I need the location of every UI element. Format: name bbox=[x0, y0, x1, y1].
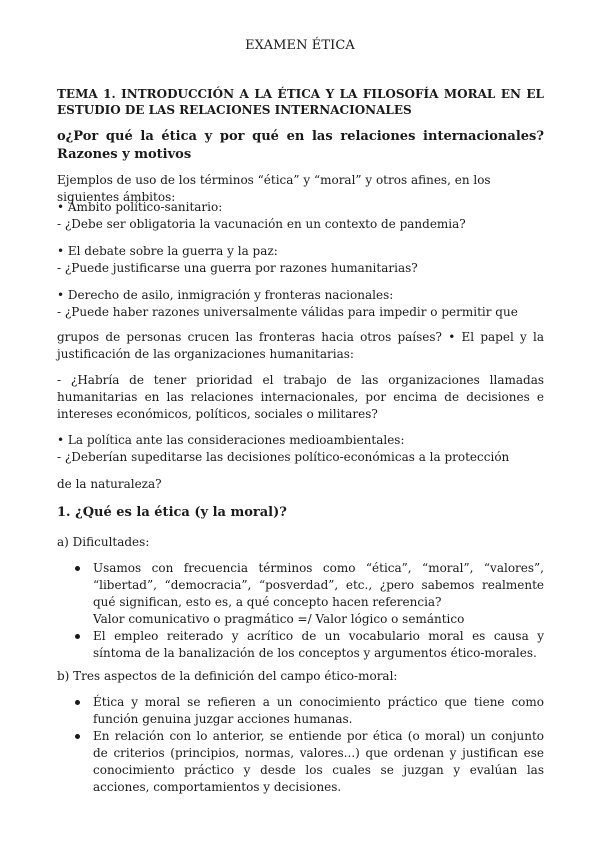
area-health bbox=[57, 199, 544, 233]
area-question: - ¿Debe ser obligatoria la vacunación en un contexto de pandemia? bbox=[57, 217, 466, 231]
environment-continuation: de la naturaleza? bbox=[57, 477, 162, 491]
asylum-continuation: grupos de personas crucen las fronteras hacia otros países? • El papel y la justificación de las organizaciones humanitarias: bbox=[57, 330, 544, 361]
list-item bbox=[57, 728, 544, 796]
area-asylum bbox=[57, 287, 544, 321]
area-title: • Derecho de asilo, inmigración y fronteras nacionales: bbox=[57, 288, 394, 302]
difficulties-list bbox=[57, 560, 544, 662]
list-item bbox=[57, 694, 544, 728]
topic-heading: TEMA 1. INTRODUCCIÓN A LA ÉTICA Y LA FILOSOFÍA MORAL EN EL ESTUDIO DE LAS RELACIONES INTERNACIONALES bbox=[57, 87, 544, 117]
bullet-icon bbox=[75, 734, 80, 739]
question-heading: o¿Por qué la ética y por qué en las relaciones internacionales? Razones y motivos bbox=[57, 129, 544, 162]
aspects-label: b) Tres aspectos de la definición del campo ético-moral: bbox=[57, 669, 398, 683]
bullet-icon bbox=[75, 634, 80, 639]
page-title: EXAMEN ÉTICA bbox=[245, 38, 355, 53]
difficulties-label: a) Dificultades: bbox=[57, 535, 150, 549]
area-question: - ¿Puede justificarse una guerra por razones humanitarias? bbox=[57, 261, 418, 275]
area-war bbox=[57, 243, 544, 277]
area-title: • El debate sobre la guerra y la paz: bbox=[57, 244, 278, 258]
area-environment bbox=[57, 432, 544, 466]
list-item-text: En relación con lo anterior, se entiende por ética (o moral) un conjunto de criterios (principios, normas, valores...) que ordenan y justifican ese conocimiento práctico y desde los cuales se juzgan y evalúan las acciones, comportamientos y decisiones. bbox=[93, 729, 544, 794]
list-item bbox=[57, 628, 544, 662]
list-item-text: Usamos con frecuencia términos como “ética”, “moral”, “valores”, “libertad”, “democracia”, “posverdad”, etc., ¿pero sabemos realmente qué significan, esto es, a qué concepto hacen referencia? bbox=[93, 561, 544, 609]
list-item-text: El empleo reiterado y acrítico de un vocabulario moral es causa y síntoma de la banalización de los conceptos y argumentos ético-morales. bbox=[93, 629, 544, 660]
list-item-note: Valor comunicativo o pragmático =/ Valor lógico o semántico bbox=[93, 612, 465, 626]
bullet-icon bbox=[75, 566, 80, 571]
aspects-list bbox=[57, 694, 544, 796]
list-item bbox=[57, 560, 544, 628]
area-title: • Ámbito político-sanitario: bbox=[57, 200, 223, 214]
area-question: - ¿Deberían supeditarse las decisiones político-económicas a la protección bbox=[57, 450, 510, 464]
bullet-icon bbox=[75, 700, 80, 705]
humanitarian-question: - ¿Habría de tener prioridad el trabajo de las organizaciones llamadas humanitarias en las relaciones internacionales, por encima de decisiones e intereses económicos, políticos, sociales o militares? bbox=[57, 373, 544, 421]
list-item-text: Ética y moral se refieren a un conocimiento práctico que tiene como función genuina juzgar acciones humanas. bbox=[93, 695, 544, 726]
section-heading: 1. ¿Qué es la ética (y la moral)? bbox=[57, 505, 287, 520]
area-question: - ¿Puede haber razones universalmente válidas para impedir o permitir que bbox=[57, 305, 518, 319]
area-title: • La política ante las consideraciones medioambientales: bbox=[57, 433, 405, 447]
examples-intro: Ejemplos de uso de los términos “ética” y “moral” y otros afines, en los siguientes ámbitos: bbox=[57, 173, 491, 204]
